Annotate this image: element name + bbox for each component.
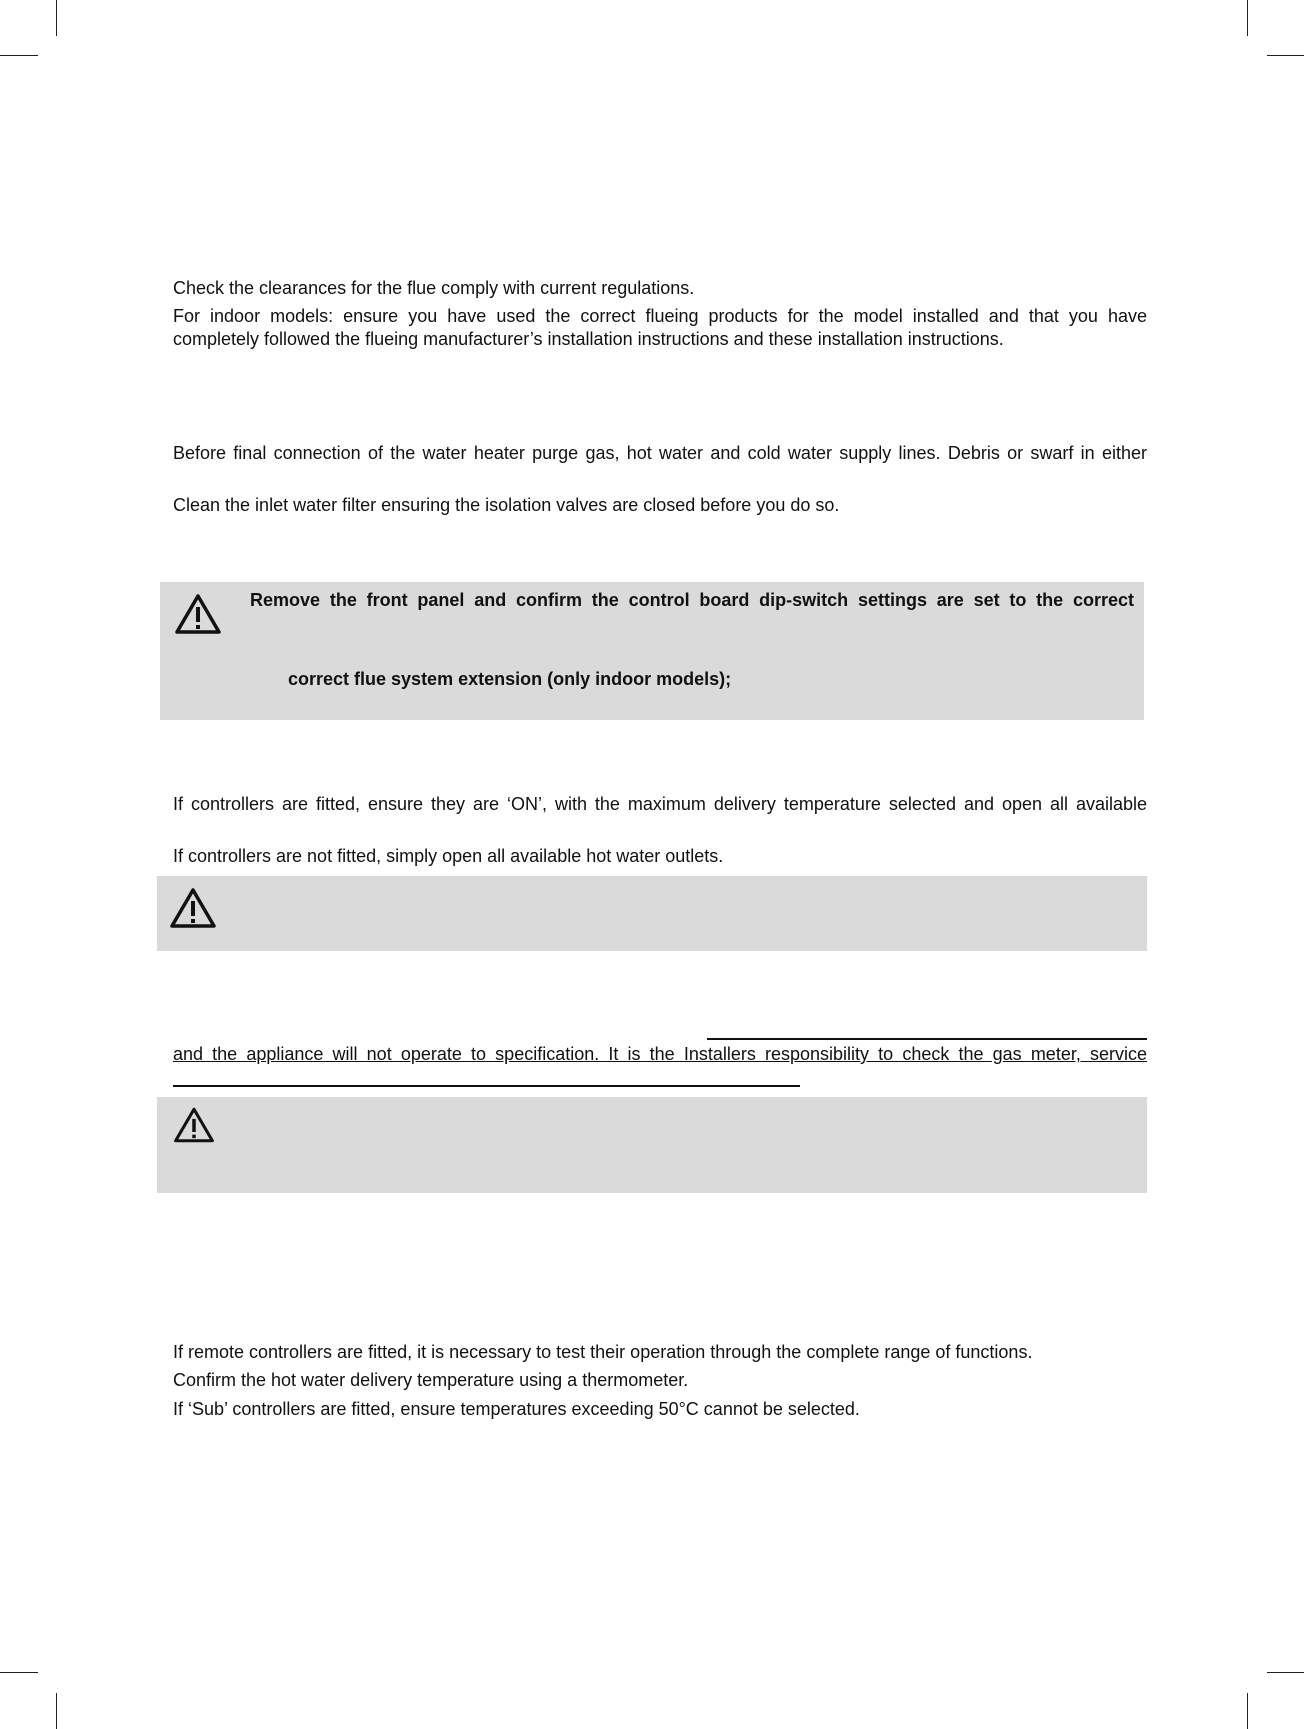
warning-panel: [160, 582, 1144, 720]
warning-triangle-icon: [174, 592, 222, 636]
warning-panel: [157, 1097, 1147, 1193]
crop-mark: [56, 1693, 57, 1729]
underline-rule: [173, 1085, 800, 1087]
flue-indoor-text: For indoor models: ensure you have used the correct flueing products for the model installed and that you have: [173, 306, 1147, 326]
crop-mark: [56, 0, 57, 36]
crop-mark: [1267, 1672, 1304, 1673]
warning-panel: [157, 876, 1147, 951]
gas-responsibility-text: and the appliance will not operate to specification. It is the Installers responsibility to check the gas meter, service: [173, 1044, 1147, 1064]
flue-clearance-text: Check the clearances for the flue comply with current regulations.: [173, 278, 695, 298]
thermometer-text: Confirm the hot water delivery temperature using a thermometer.: [173, 1370, 689, 1390]
flue-indoor-text-cont: completely followed the flueing manufacturer’s installation instructions and these installation instructions.: [173, 329, 1004, 349]
crop-mark: [0, 55, 38, 56]
warning-flue-extension-text: correct flue system extension (only indoor models);: [288, 669, 732, 689]
remote-controllers-text: If remote controllers are fitted, it is necessary to test their operation through the complete range of functions.: [173, 1342, 1033, 1362]
crop-mark: [1247, 0, 1248, 36]
warning-triangle-icon: [169, 886, 217, 930]
crop-mark: [1267, 55, 1304, 56]
crop-mark: [1247, 1693, 1248, 1729]
controllers-fitted-text: If controllers are fitted, ensure they are ‘ON’, with the maximum delivery temperature selected and open all available: [173, 794, 1147, 814]
warning-dipswitch-text: Remove the front panel and confirm the control board dip-switch settings are set to the correct: [250, 590, 1134, 610]
sub-controllers-text: If ‘Sub’ controllers are fitted, ensure temperatures exceeding 50°C cannot be selected.: [173, 1399, 860, 1419]
filter-text: Clean the inlet water filter ensuring the isolation valves are closed before you do so.: [173, 495, 840, 515]
controllers-not-fitted-text: If controllers are not fitted, simply open all available hot water outlets.: [173, 846, 724, 866]
purge-text: Before final connection of the water heater purge gas, hot water and cold water supply lines. Debris or swarf in either: [173, 443, 1147, 463]
crop-mark: [0, 1672, 38, 1673]
warning-triangle-icon: [173, 1105, 215, 1145]
underline-rule: [707, 1038, 1147, 1040]
